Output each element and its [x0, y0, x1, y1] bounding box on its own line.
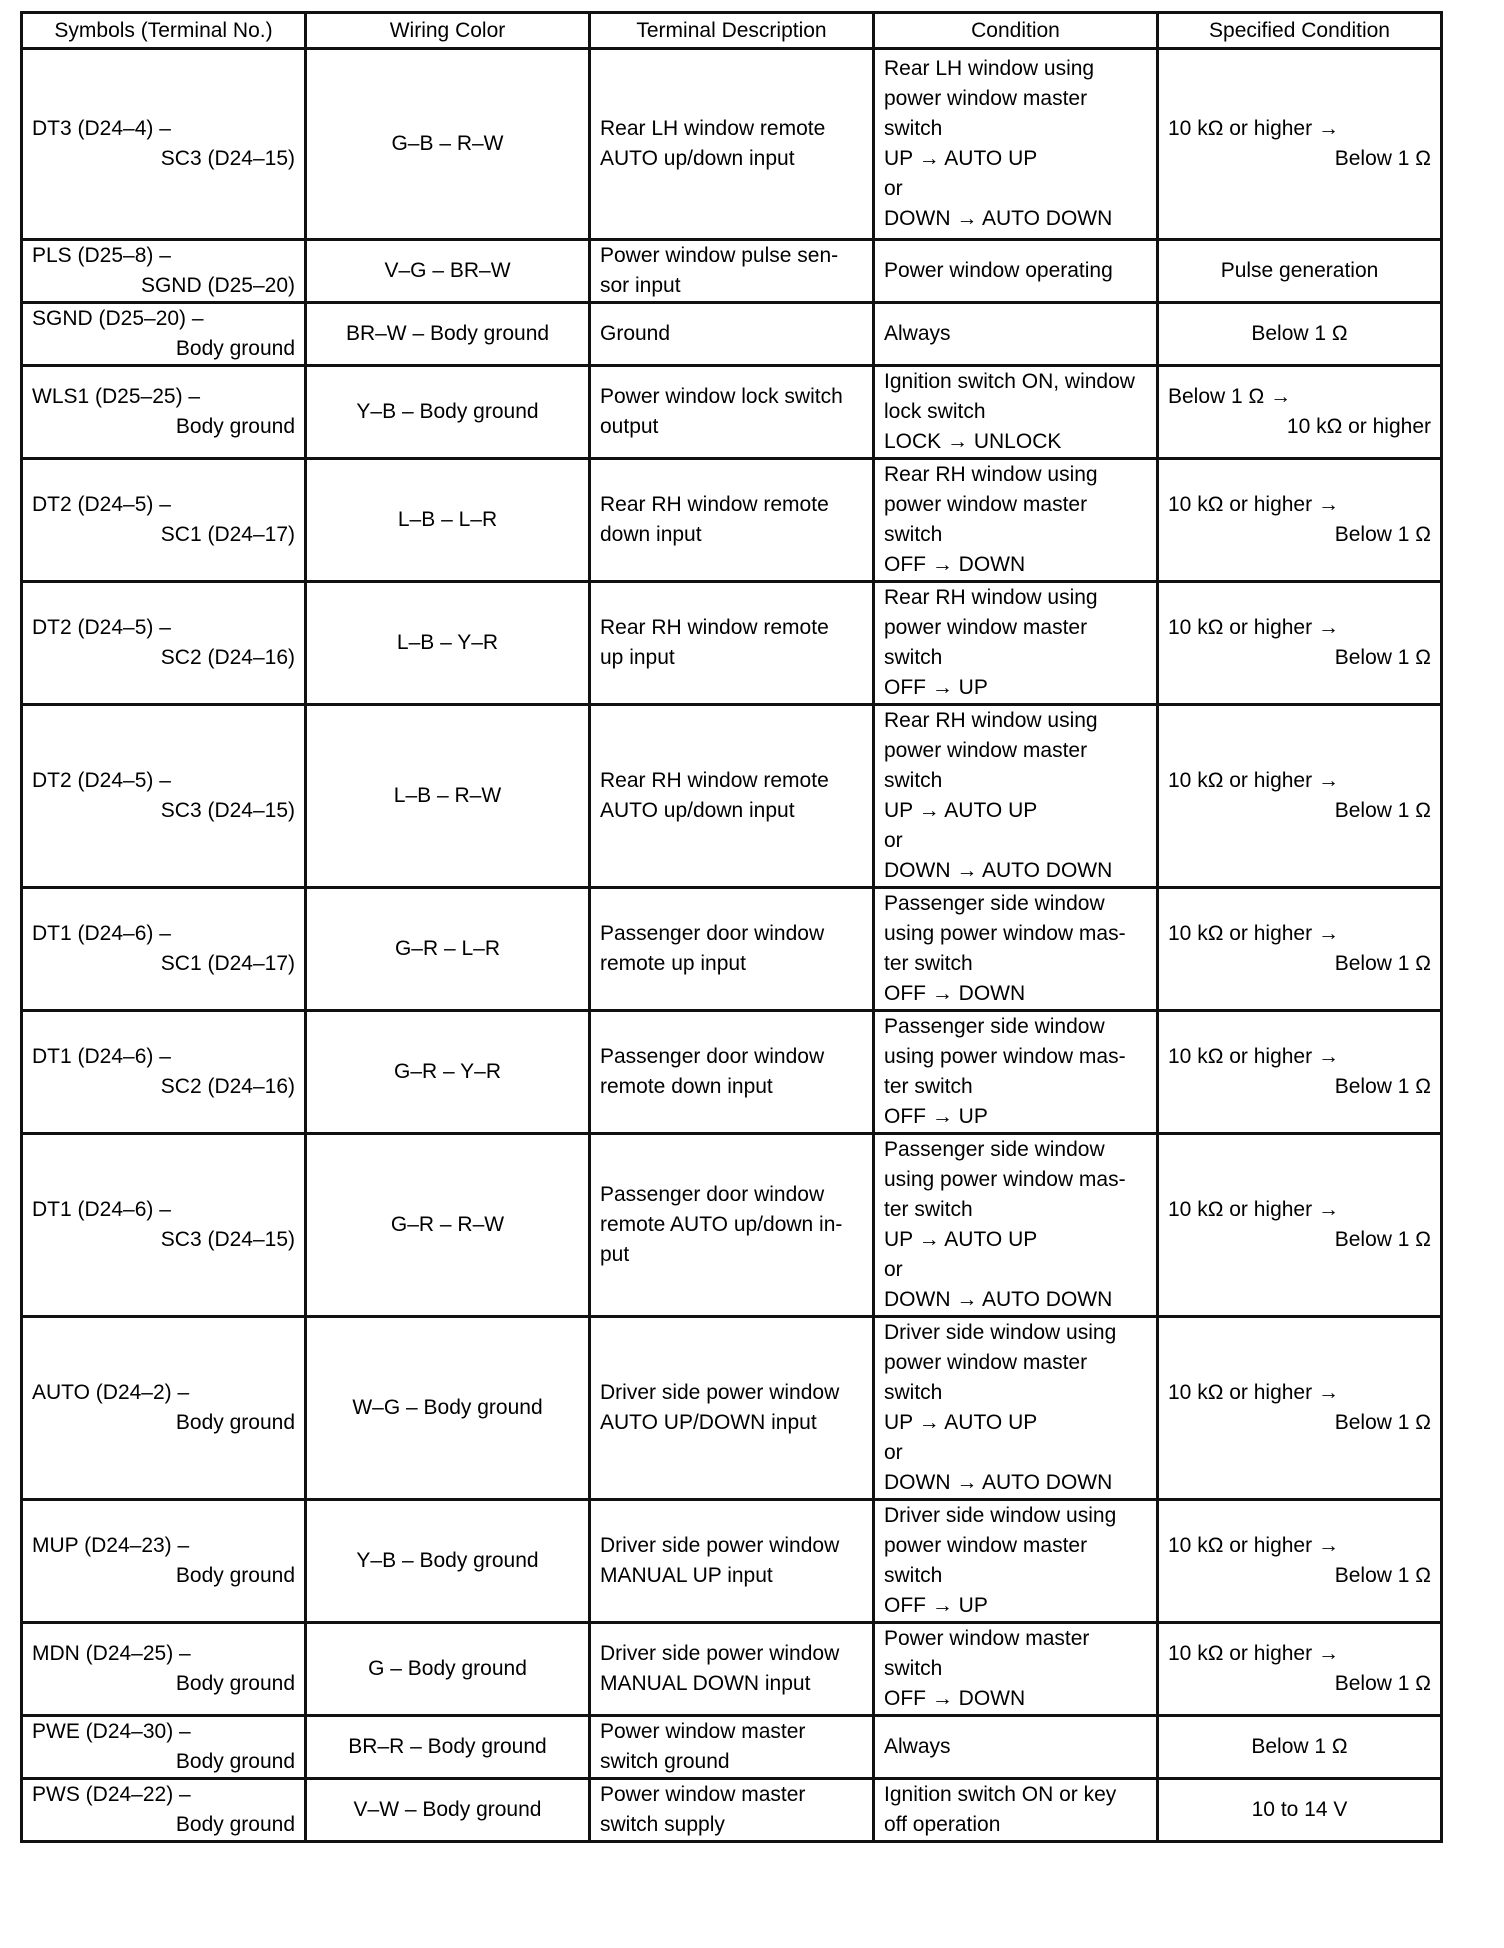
- description-line: AUTO up/down input: [600, 799, 795, 822]
- condition-line: off operation: [884, 1813, 1001, 1836]
- terminal-description-cell: [590, 1011, 874, 1134]
- symbol-cell: [22, 459, 306, 582]
- wiring-color-cell: G–B – R–W: [306, 49, 590, 240]
- terminal-to: SC3 (D24–15): [160, 799, 295, 822]
- wiring-color-cell: G – Body ground: [306, 1623, 590, 1716]
- specified-condition-cell: [1158, 705, 1442, 888]
- specified-condition-cell: Pulse generation: [1158, 240, 1442, 303]
- spec-to: Below 1 Ω: [1334, 1411, 1431, 1434]
- condition-line: power window master: [884, 493, 1088, 516]
- description-line: remote AUTO up/down in-: [600, 1213, 843, 1236]
- description-line: Passenger door window: [600, 1183, 825, 1206]
- wiring-color-cell: Y–B – Body ground: [306, 1500, 590, 1623]
- condition-line: DOWN → AUTO DOWN: [884, 1288, 1113, 1311]
- terminal-description-cell: [590, 1500, 874, 1623]
- terminal-spec-table: [20, 11, 1443, 1843]
- condition-line: UP → AUTO UP: [884, 1411, 1038, 1434]
- condition-cell: [874, 366, 1158, 459]
- terminal-from: PWS (D24–22) –: [32, 1783, 191, 1806]
- table-row: [22, 1500, 1442, 1623]
- condition-line: power window master: [884, 87, 1088, 110]
- spec-from: 10 kΩ or higher →: [1168, 493, 1339, 516]
- description-line: sor input: [600, 274, 681, 297]
- description-line: Rear RH window remote: [600, 616, 829, 639]
- condition-line: power window master: [884, 616, 1088, 639]
- terminal-from: DT1 (D24–6) –: [32, 922, 171, 945]
- condition-line: or: [884, 177, 903, 200]
- wiring-color-cell: G–R – L–R: [306, 888, 590, 1011]
- condition-line: Rear RH window using: [884, 586, 1098, 609]
- description-line: Passenger door window: [600, 1045, 825, 1068]
- table-row: [22, 888, 1442, 1011]
- condition-cell: [874, 1011, 1158, 1134]
- description-line: output: [600, 415, 659, 438]
- condition-line: DOWN → AUTO DOWN: [884, 1471, 1113, 1494]
- condition-line: using power window mas-: [884, 1168, 1126, 1191]
- spec-to: Below 1 Ω: [1334, 799, 1431, 822]
- symbol-cell: [22, 888, 306, 1011]
- terminal-description-cell: [590, 1716, 874, 1779]
- header-row: [22, 13, 1442, 49]
- wiring-color-cell: V–G – BR–W: [306, 240, 590, 303]
- terminal-to: SC2 (D24–16): [160, 646, 295, 669]
- spec-from: 10 kΩ or higher →: [1168, 1642, 1339, 1665]
- spec-from: 10 kΩ or higher →: [1168, 1381, 1339, 1404]
- table-row: [22, 1011, 1442, 1134]
- description-line: Ground: [600, 322, 671, 345]
- table-row: [22, 240, 1442, 303]
- terminal-from: DT2 (D24–5) –: [32, 769, 171, 792]
- condition-line: ter switch: [884, 952, 973, 975]
- terminal-to: Body ground: [175, 1813, 295, 1836]
- specified-condition-cell: [1158, 1623, 1442, 1716]
- description-line: MANUAL DOWN input: [600, 1672, 811, 1695]
- spec-to: Below 1 Ω: [1334, 1228, 1431, 1251]
- specified-condition-cell: [1158, 49, 1442, 240]
- description-line: Driver side power window: [600, 1381, 840, 1404]
- condition-line: ter switch: [884, 1075, 973, 1098]
- spec-from: Below 1 Ω →: [1168, 385, 1292, 408]
- terminal-to: SC3 (D24–15): [160, 1228, 295, 1251]
- spec-from: 10 kΩ or higher →: [1168, 117, 1339, 140]
- description-line: Passenger door window: [600, 922, 825, 945]
- spec-from: 10 kΩ or higher →: [1168, 1534, 1339, 1557]
- symbol-cell: [22, 705, 306, 888]
- condition-line: UP → AUTO UP: [884, 147, 1038, 170]
- condition-cell: [874, 1134, 1158, 1317]
- condition-line: Power window operating: [884, 259, 1113, 282]
- condition-line: using power window mas-: [884, 1045, 1126, 1068]
- terminal-to: SC2 (D24–16): [160, 1075, 295, 1098]
- description-line: AUTO up/down input: [600, 147, 795, 170]
- condition-line: Rear LH window using: [884, 57, 1095, 80]
- terminal-from: WLS1 (D25–25) –: [32, 385, 201, 408]
- description-line: switch supply: [600, 1813, 725, 1836]
- symbol-cell: [22, 1317, 306, 1500]
- terminal-from: DT2 (D24–5) –: [32, 493, 171, 516]
- symbol-cell: [22, 303, 306, 366]
- condition-line: Passenger side window: [884, 892, 1105, 915]
- condition-line: OFF → UP: [884, 1594, 988, 1617]
- description-line: MANUAL UP input: [600, 1564, 773, 1587]
- description-line: Power window pulse sen-: [600, 244, 839, 267]
- terminal-from: PLS (D25–8) –: [32, 244, 171, 267]
- terminal-from: DT2 (D24–5) –: [32, 616, 171, 639]
- header-wiring-color: Wiring Color: [306, 13, 590, 49]
- spec-from: 10 kΩ or higher →: [1168, 616, 1339, 639]
- terminal-description-cell: [590, 705, 874, 888]
- symbol-cell: [22, 240, 306, 303]
- description-line: Driver side power window: [600, 1642, 840, 1665]
- terminal-from: SGND (D25–20) –: [32, 307, 204, 330]
- condition-line: Always: [884, 322, 951, 345]
- condition-cell: [874, 1716, 1158, 1779]
- specified-condition-cell: Below 1 Ω: [1158, 1716, 1442, 1779]
- specified-condition-cell: [1158, 582, 1442, 705]
- table-row: [22, 705, 1442, 888]
- wiring-color-cell: L–B – L–R: [306, 459, 590, 582]
- condition-line: OFF → UP: [884, 676, 988, 699]
- terminal-to: SGND (D25–20): [140, 274, 295, 297]
- wiring-color-cell: BR–W – Body ground: [306, 303, 590, 366]
- terminal-to: Body ground: [175, 1672, 295, 1695]
- condition-line: Driver side window using: [884, 1504, 1117, 1527]
- terminal-to: Body ground: [175, 337, 295, 360]
- terminal-to: Body ground: [175, 1564, 295, 1587]
- spec-to: Below 1 Ω: [1334, 646, 1431, 669]
- wiring-color-cell: L–B – R–W: [306, 705, 590, 888]
- condition-line: OFF → DOWN: [884, 553, 1026, 576]
- description-line: remote up input: [600, 952, 746, 975]
- wiring-color-cell: V–W – Body ground: [306, 1779, 590, 1842]
- condition-cell: [874, 303, 1158, 366]
- terminal-description-cell: [590, 1134, 874, 1317]
- condition-line: DOWN → AUTO DOWN: [884, 207, 1113, 230]
- table-row: [22, 582, 1442, 705]
- symbol-cell: [22, 366, 306, 459]
- description-line: Power window master: [600, 1720, 806, 1743]
- symbol-cell: [22, 1500, 306, 1623]
- table-row: [22, 1134, 1442, 1317]
- condition-line: Rear RH window using: [884, 463, 1098, 486]
- terminal-from: PWE (D24–30) –: [32, 1720, 191, 1743]
- terminal-description-cell: [590, 459, 874, 582]
- wiring-color-cell: BR–R – Body ground: [306, 1716, 590, 1779]
- spec-to: Below 1 Ω: [1334, 147, 1431, 170]
- symbol-cell: [22, 1134, 306, 1317]
- condition-line: or: [884, 829, 903, 852]
- condition-cell: [874, 1500, 1158, 1623]
- terminal-to: SC3 (D24–15): [160, 147, 295, 170]
- wiring-color-cell: G–R – Y–R: [306, 1011, 590, 1134]
- terminal-to: Body ground: [175, 1750, 295, 1773]
- spec-to: 10 kΩ or higher: [1286, 415, 1431, 438]
- condition-line: switch: [884, 1381, 943, 1404]
- specified-condition-cell: 10 to 14 V: [1158, 1779, 1442, 1842]
- terminal-to: SC1 (D24–17): [160, 523, 295, 546]
- spec-from: 10 kΩ or higher →: [1168, 1045, 1339, 1068]
- symbol-cell: [22, 49, 306, 240]
- specified-condition-cell: [1158, 888, 1442, 1011]
- table-row: [22, 1623, 1442, 1716]
- spec-to: Below 1 Ω: [1334, 1672, 1431, 1695]
- table-row: [22, 459, 1442, 582]
- terminal-description-cell: [590, 582, 874, 705]
- terminal-to: Body ground: [175, 415, 295, 438]
- spec-to: Below 1 Ω: [1334, 1564, 1431, 1587]
- specified-condition-cell: [1158, 1011, 1442, 1134]
- description-line: AUTO UP/DOWN input: [600, 1411, 817, 1434]
- description-line: Rear RH window remote: [600, 769, 829, 792]
- wiring-color-cell: Y–B – Body ground: [306, 366, 590, 459]
- symbol-cell: [22, 1779, 306, 1842]
- condition-line: LOCK → UNLOCK: [884, 430, 1062, 453]
- symbol-cell: [22, 1623, 306, 1716]
- condition-line: switch: [884, 646, 943, 669]
- specified-condition-cell: [1158, 1500, 1442, 1623]
- condition-cell: [874, 459, 1158, 582]
- terminal-from: DT3 (D24–4) –: [32, 117, 171, 140]
- condition-line: switch: [884, 1657, 943, 1680]
- table-header: [22, 13, 1442, 49]
- specified-condition-cell: [1158, 459, 1442, 582]
- description-line: down input: [600, 523, 702, 546]
- table-row: [22, 1779, 1442, 1842]
- specified-condition-cell: [1158, 366, 1442, 459]
- terminal-description-cell: [590, 1317, 874, 1500]
- description-line: up input: [600, 646, 675, 669]
- description-line: remote down input: [600, 1075, 773, 1098]
- condition-line: or: [884, 1441, 903, 1464]
- condition-line: switch: [884, 523, 943, 546]
- condition-line: Driver side window using: [884, 1321, 1117, 1344]
- condition-line: Power window master: [884, 1627, 1090, 1650]
- table-row: [22, 366, 1442, 459]
- condition-line: Passenger side window: [884, 1138, 1105, 1161]
- condition-line: Ignition switch ON, window: [884, 370, 1135, 393]
- condition-line: Ignition switch ON or key: [884, 1783, 1117, 1806]
- condition-cell: [874, 1779, 1158, 1842]
- description-line: Power window lock switch: [600, 385, 843, 408]
- table-row: [22, 1716, 1442, 1779]
- condition-line: power window master: [884, 739, 1088, 762]
- table-row: [22, 303, 1442, 366]
- terminal-description-cell: [590, 240, 874, 303]
- terminal-from: MUP (D24–23) –: [32, 1534, 190, 1557]
- terminal-to: SC1 (D24–17): [160, 952, 295, 975]
- condition-line: OFF → UP: [884, 1105, 988, 1128]
- condition-line: Always: [884, 1735, 951, 1758]
- header-specified-condition: Specified Condition: [1158, 13, 1442, 49]
- condition-cell: [874, 240, 1158, 303]
- specified-condition-cell: Below 1 Ω: [1158, 303, 1442, 366]
- condition-line: power window master: [884, 1534, 1088, 1557]
- condition-line: DOWN → AUTO DOWN: [884, 859, 1113, 882]
- spec-to: Below 1 Ω: [1334, 523, 1431, 546]
- condition-line: switch: [884, 117, 943, 140]
- spec-from: 10 kΩ or higher →: [1168, 922, 1339, 945]
- symbol-cell: [22, 1716, 306, 1779]
- condition-line: using power window mas-: [884, 922, 1126, 945]
- specified-condition-cell: [1158, 1134, 1442, 1317]
- wiring-color-cell: W–G – Body ground: [306, 1317, 590, 1500]
- table-row: [22, 1317, 1442, 1500]
- spec-to: Below 1 Ω: [1334, 1075, 1431, 1098]
- table-body: [22, 49, 1442, 1842]
- symbol-cell: [22, 582, 306, 705]
- terminal-from: AUTO (D24–2) –: [32, 1381, 190, 1404]
- terminal-description-cell: [590, 366, 874, 459]
- description-line: put: [600, 1243, 630, 1266]
- specified-condition-cell: [1158, 1317, 1442, 1500]
- header-terminal-description: Terminal Description: [590, 13, 874, 49]
- header-symbols: Symbols (Terminal No.): [22, 13, 306, 49]
- description-line: Power window master: [600, 1783, 806, 1806]
- condition-line: UP → AUTO UP: [884, 799, 1038, 822]
- terminal-description-cell: [590, 49, 874, 240]
- terminal-from: DT1 (D24–6) –: [32, 1198, 171, 1221]
- description-line: switch ground: [600, 1750, 730, 1773]
- terminal-description-cell: [590, 888, 874, 1011]
- condition-line: UP → AUTO UP: [884, 1228, 1038, 1251]
- spec-from: 10 kΩ or higher →: [1168, 1198, 1339, 1221]
- condition-cell: [874, 582, 1158, 705]
- description-line: Rear LH window remote: [600, 117, 826, 140]
- wiring-color-cell: G–R – R–W: [306, 1134, 590, 1317]
- condition-line: lock switch: [884, 400, 986, 423]
- condition-cell: [874, 888, 1158, 1011]
- spec-to: Below 1 Ω: [1334, 952, 1431, 975]
- condition-cell: [874, 1623, 1158, 1716]
- condition-line: or: [884, 1258, 903, 1281]
- condition-line: ter switch: [884, 1198, 973, 1221]
- header-condition: Condition: [874, 13, 1158, 49]
- condition-line: switch: [884, 769, 943, 792]
- condition-line: power window master: [884, 1351, 1088, 1374]
- terminal-from: MDN (D24–25) –: [32, 1642, 191, 1665]
- terminal-from: DT1 (D24–6) –: [32, 1045, 171, 1068]
- wiring-color-cell: L–B – Y–R: [306, 582, 590, 705]
- condition-line: Passenger side window: [884, 1015, 1105, 1038]
- description-line: Driver side power window: [600, 1534, 840, 1557]
- condition-line: OFF → DOWN: [884, 1687, 1026, 1710]
- terminal-description-cell: [590, 1779, 874, 1842]
- symbol-cell: [22, 1011, 306, 1134]
- table-row: [22, 49, 1442, 240]
- terminal-description-cell: [590, 1623, 874, 1716]
- spec-from: 10 kΩ or higher →: [1168, 769, 1339, 792]
- condition-line: Rear RH window using: [884, 709, 1098, 732]
- terminal-to: Body ground: [175, 1411, 295, 1434]
- condition-line: switch: [884, 1564, 943, 1587]
- description-line: Rear RH window remote: [600, 493, 829, 516]
- condition-line: OFF → DOWN: [884, 982, 1026, 1005]
- condition-cell: [874, 1317, 1158, 1500]
- condition-cell: [874, 705, 1158, 888]
- terminal-description-cell: [590, 303, 874, 366]
- condition-cell: [874, 49, 1158, 240]
